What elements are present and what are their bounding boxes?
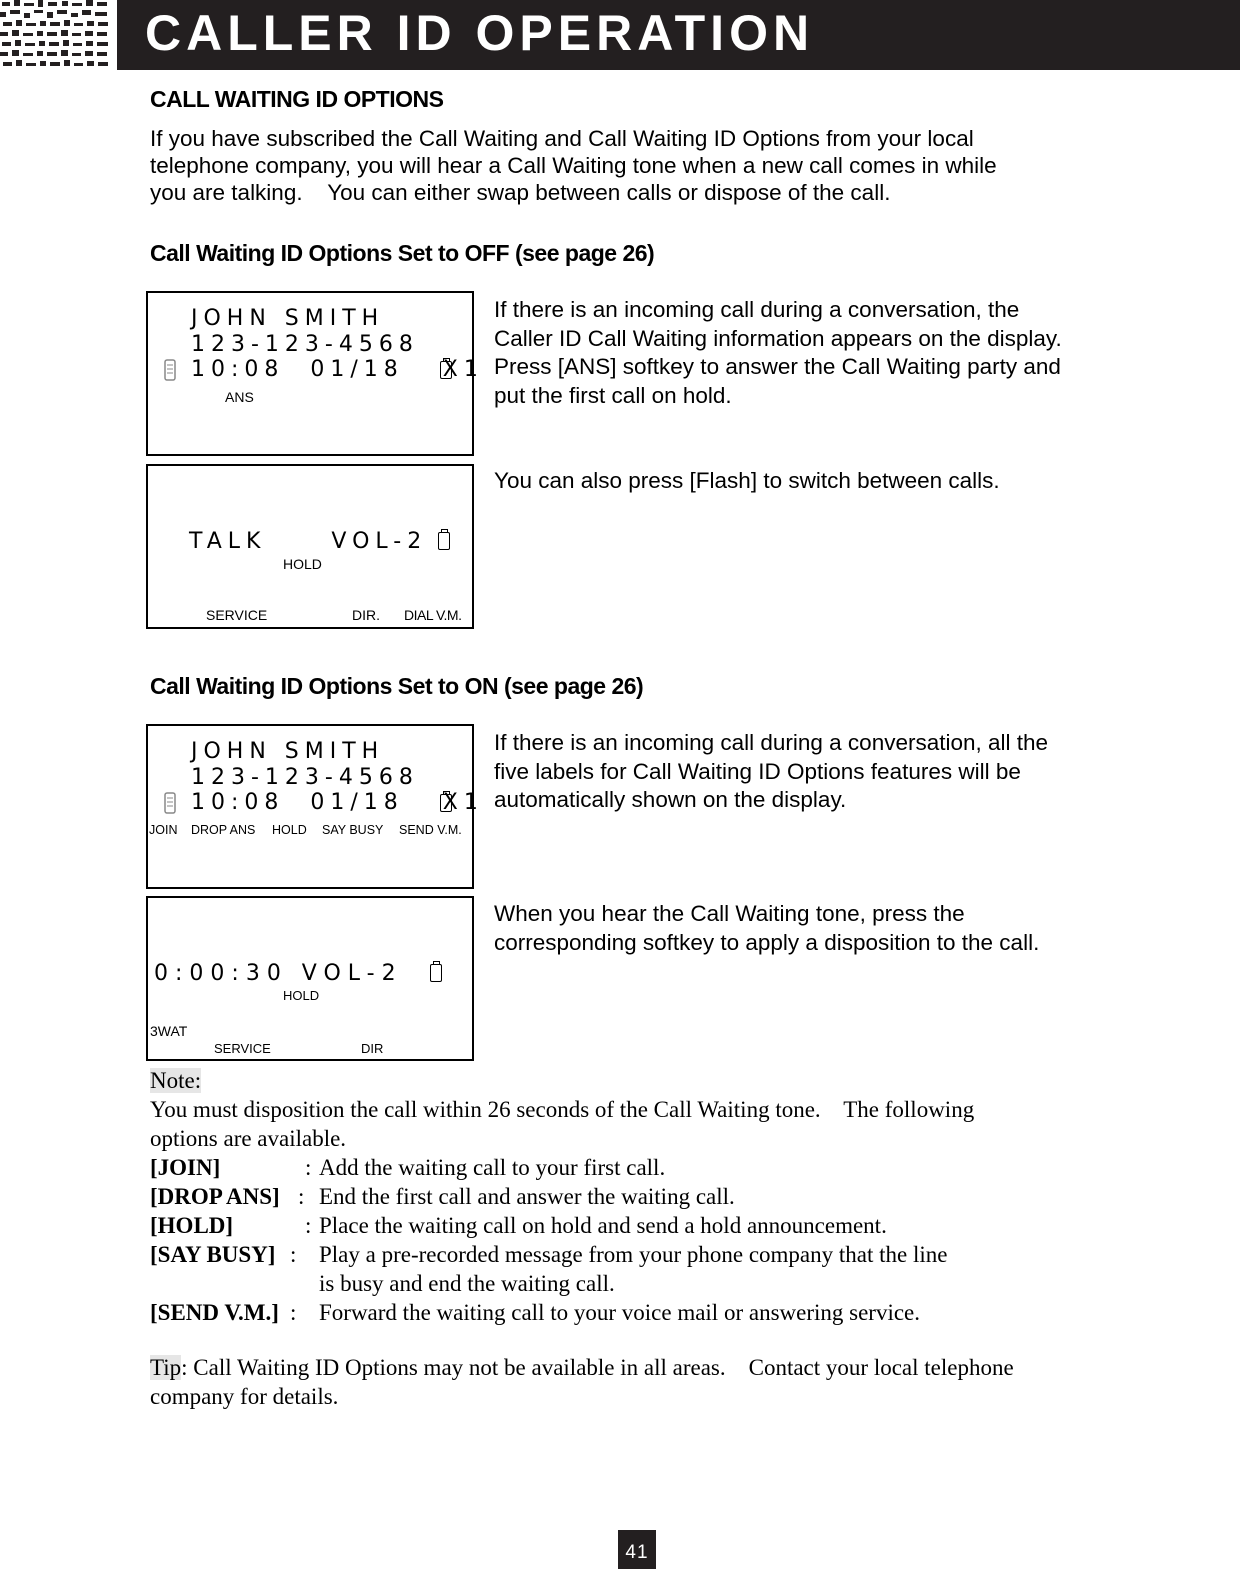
tip-block <box>150 1353 1150 1411</box>
option-desc-drop-ans: End the first call and answer the waiting call. <box>319 1184 735 1209</box>
lcd-caller-number: 123-123-4568 <box>191 332 419 357</box>
lcd-display-on-incoming <box>146 724 484 889</box>
battery-icon <box>430 964 442 982</box>
off-description-line: Caller ID Call Waiting information appears on the display. <box>494 325 1062 351</box>
on-description-line: five labels for Call Waiting ID Options features will be <box>494 758 1021 784</box>
softkey-service: SERVICE <box>206 607 268 623</box>
battery-icon <box>438 532 450 550</box>
softkey-join: JOIN <box>149 823 178 837</box>
on-description <box>494 729 1194 815</box>
page-number: 41 <box>618 1530 656 1569</box>
off-flash-hint: You can also press [Flash] to switch between calls. <box>494 468 1000 493</box>
lcd-3wat-label: 3WAT <box>150 1023 188 1039</box>
tip-text-continued: company for details. <box>150 1384 339 1409</box>
softkey-dir: DIR. <box>352 607 380 623</box>
note-block <box>150 1066 1150 1153</box>
softkey-say-busy: SAY BUSY <box>322 823 384 837</box>
off-description-line: If there is an incoming call during a conversation, the <box>494 297 1020 322</box>
on-description-line: automatically shown on the display. <box>494 787 847 812</box>
softkey-dial-vm: DIAL V.M. <box>404 607 462 623</box>
softkey-send-vm: SEND V.M. <box>399 823 462 837</box>
option-key-send-vm: [SEND V.M.] <box>150 1300 279 1325</box>
off-description-line: put the first call on hold. <box>494 382 732 408</box>
note-label: Note: <box>150 1068 202 1093</box>
lcd-hold-label: HOLD <box>283 988 320 1003</box>
lcd-caller-name: JOHN SMITH <box>191 306 385 331</box>
intro-line: telephone company, you will hear a Call Waiting tone when a new call comes in while <box>150 153 997 178</box>
softkey-service: SERVICE <box>214 1041 271 1056</box>
page-title: CALLER ID OPERATION <box>145 5 815 61</box>
softkey-dir: DIR <box>361 1041 384 1056</box>
heading-options-on: Call Waiting ID Options Set to ON (see page 26) <box>150 673 644 699</box>
battery-icon <box>440 361 452 379</box>
on-softkey-hint <box>494 900 1194 957</box>
note-line: You must disposition the call within 26 seconds of the Call Waiting tone. The following <box>150 1097 975 1122</box>
intro-line: If you have subscribed the Call Waiting and Call Waiting ID Options from your local <box>150 126 974 151</box>
lcd-hold-label: HOLD <box>283 556 322 572</box>
note-options-list: [JOIN] : Add the waiting call to your first call. [DROP ANS] : End the first call and answer the waiting call. [HOLD] : Place the waiting call on hold and send a hold announcement. [SAY BUSY] : Play a pre-recorded message from your phone company that the line is busy and end the waiting call. [SEND V.M.] : Forward the waiting call to your voice mail or answering service. <box>150 1155 948 1325</box>
intro-paragraph <box>150 125 1150 206</box>
lcd-display-off-talk <box>146 464 474 629</box>
battery-icon <box>440 794 452 812</box>
lcd-caller-name: JOHN SMITH <box>191 739 385 764</box>
handset-icon <box>163 792 177 814</box>
note-line: options are available. <box>150 1126 347 1151</box>
tip-text: : Call Waiting ID Options may not be available in all areas. Contact your local telephone <box>181 1355 1014 1380</box>
on-hint-line: When you hear the Call Waiting tone, press the <box>494 901 965 926</box>
lcd-time-date: 10:08 01/18 X1 <box>191 357 484 382</box>
option-desc-continued: is busy and end the waiting call. <box>319 1271 615 1296</box>
on-description-line: If there is an incoming call during a conversation, all the <box>494 730 1049 755</box>
option-desc-join: Add the waiting call to your first call. <box>319 1155 666 1180</box>
option-desc-send-vm: Forward the waiting call to your voice mail or answering service. <box>319 1300 921 1325</box>
tip-label: Tip <box>150 1355 182 1380</box>
lcd-talk-volume: TALK VOL-2 <box>189 529 428 554</box>
heading-options-off: Call Waiting ID Options Set to OFF (see page 26) <box>150 240 655 266</box>
header-logo-pattern <box>0 0 110 70</box>
off-description <box>494 296 1194 410</box>
option-key-drop-ans: [DROP ANS] <box>150 1184 280 1209</box>
softkey-hold: HOLD <box>272 823 307 837</box>
option-key-join: [JOIN] <box>150 1155 221 1180</box>
option-key-hold: [HOLD] <box>150 1213 234 1238</box>
lcd-time-date: 10:08 01/18 X1 <box>191 790 484 815</box>
section-heading-call-waiting-id-options: CALL WAITING ID OPTIONS <box>150 86 444 112</box>
on-hint-line: corresponding softkey to apply a disposition to the call. <box>494 929 1040 955</box>
lcd-timer-volume: 0:00:30 VOL-2 <box>154 961 403 986</box>
intro-line: you are talking. You can either swap between calls or dispose of the call. <box>150 180 891 205</box>
option-key-say-busy: [SAY BUSY] <box>150 1242 276 1267</box>
lcd-display-off-incoming <box>146 291 484 456</box>
lcd-display-on-timer <box>146 896 474 1061</box>
option-desc-say-busy: Play a pre-recorded message from your phone company that the line <box>319 1242 948 1267</box>
softkey-ans: ANS <box>225 389 254 405</box>
lcd-caller-number: 123-123-4568 <box>191 765 419 790</box>
off-description-line: Press [ANS] softkey to answer the Call Waiting party and <box>494 354 1061 379</box>
softkey-drop-ans: DROP ANS <box>191 823 256 837</box>
handset-icon <box>163 359 177 381</box>
option-desc-hold: Place the waiting call on hold and send a hold announcement. <box>319 1213 887 1238</box>
